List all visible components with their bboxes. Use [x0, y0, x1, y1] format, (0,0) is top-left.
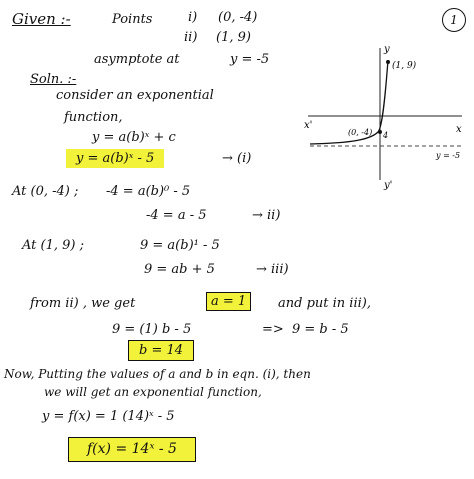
asymptote-text: asymptote at: [94, 52, 180, 67]
page-number: 1: [450, 13, 458, 27]
at-point-1-eq: -4 = a(b)⁰ - 5: [106, 184, 191, 199]
equation-i-highlight: y = a(b)ˣ - 5: [66, 149, 164, 168]
given-label: Given :-: [12, 10, 71, 28]
points-word: Points: [112, 12, 153, 27]
from-ii-text: from ii) , we get: [30, 296, 136, 311]
line-9a: 9 = (1) b - 5: [112, 322, 192, 337]
line-9b: 9 = b - 5: [292, 322, 349, 337]
consider-text: consider an exponential: [56, 88, 214, 103]
x-axis-label: x: [456, 124, 462, 135]
a-equals-box: a = 1: [206, 292, 251, 311]
putting-line-1: Now, Putting the values of a and b in eqn. (i), then: [4, 367, 311, 381]
asymptote-label: y = -5: [436, 151, 461, 160]
exponential-graph: [300, 40, 470, 190]
b-equals-box: b = 14: [128, 340, 194, 361]
point-1-9-marker: [386, 60, 390, 64]
point-0-m4-marker: [378, 130, 382, 134]
point-ii-num: ii): [184, 30, 198, 45]
y-neg-label: y': [384, 180, 393, 190]
solution-label: Soln. :-: [30, 72, 77, 87]
point-0-m4-label: (0, -4): [348, 128, 373, 137]
and-put-text: and put in iii),: [278, 296, 371, 311]
point-i-num: i): [188, 10, 198, 25]
putting-line-2: we will get an exponential function,: [44, 385, 262, 399]
at-point-1-tag: → ii): [252, 208, 281, 223]
at-point-2: At (1, 9) ;: [22, 238, 84, 253]
at-point-2-eq2: 9 = ab + 5: [144, 262, 215, 277]
final-line-1: y = f(x) = 1 (14)ˣ - 5: [42, 409, 175, 424]
asymptote-equation: y = -5: [230, 52, 270, 67]
general-equation: y = a(b)ˣ + c: [92, 130, 176, 145]
page-number-badge: [442, 8, 466, 32]
at-point-1: At (0, -4) ;: [12, 184, 79, 199]
point-1-9-label: (1, 9): [392, 61, 417, 71]
point-ii-value: (1, 9): [216, 30, 251, 45]
equation-i-tag: → (i): [222, 151, 252, 166]
implies-arrow: =>: [262, 322, 284, 337]
point-i-value: (0, -4): [218, 10, 258, 25]
at-point-2-eq: 9 = a(b)¹ - 5: [140, 238, 220, 253]
function-word: function,: [64, 110, 123, 125]
at-point-2-tag: → iii): [256, 262, 289, 277]
origin-label: 4: [383, 131, 389, 140]
final-answer-box: f(x) = 14ˣ - 5: [68, 437, 196, 462]
x-neg-label: x': [304, 120, 313, 131]
at-point-1-eq2: -4 = a - 5: [146, 208, 207, 223]
y-axis-label: y: [384, 44, 390, 55]
